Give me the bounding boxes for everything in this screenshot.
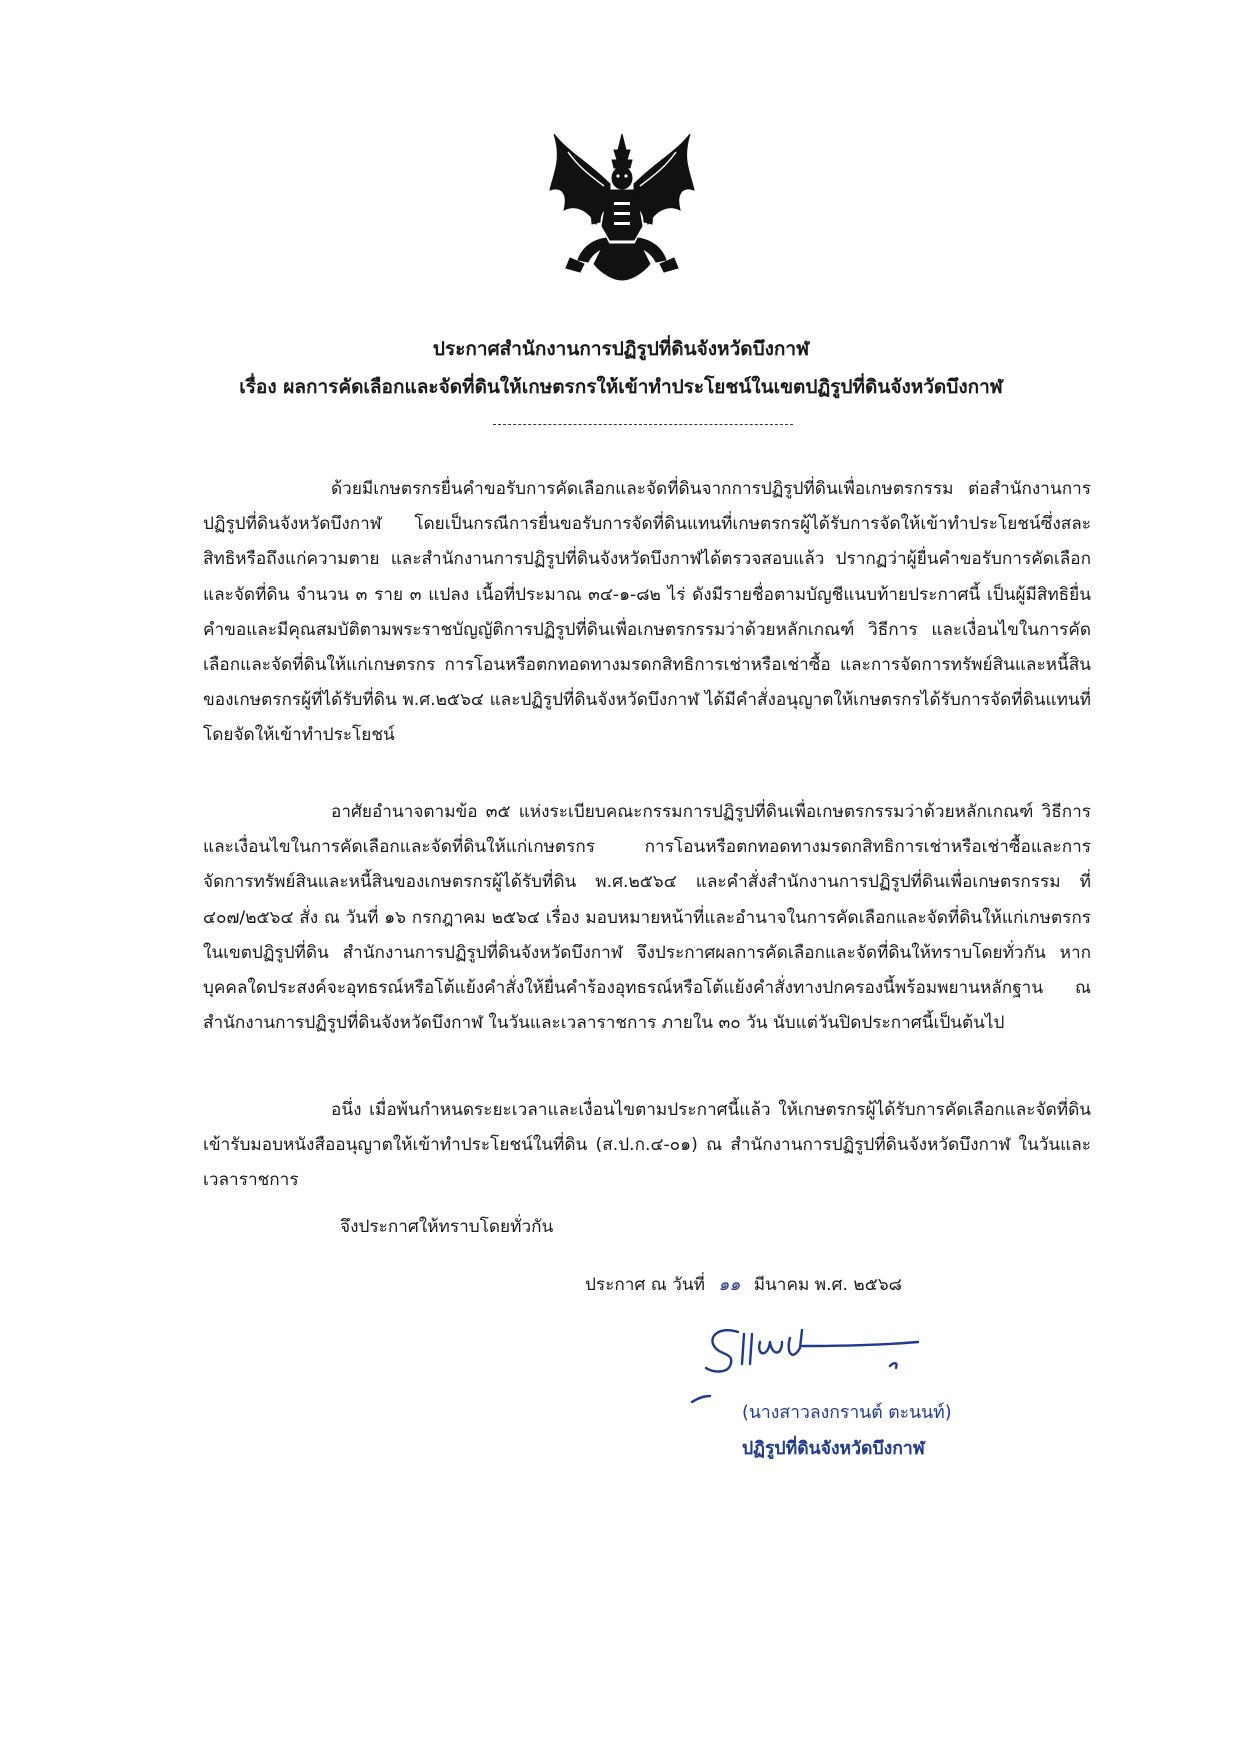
title-divider (493, 424, 793, 425)
announcement-date (585, 1270, 902, 1298)
date-day-handwritten: ๑๑ (718, 1275, 741, 1295)
body-paragraph-1: ด้วยมีเกษตรกรยื่นคำขอรับการคัดเลือกและจัดที่ดินจากการปฏิรูปที่ดินเพื่อเกษตรกรรม ต่อสำนักงานการปฏิรูปที่ดินจังหวัดบึงกาฬ โดยเป็นกรณีการยื่นขอรับการจัดที่ดินแทนที่เกษตรกรผู้ได้รับการจัดให้เข้าทำประโยชน์ซึ่งสละสิทธิหรือถึงแก่ความตาย และสำนักงานการปฏิรูปที่ดินจังหวัดบึงกาฬได้ตรวจสอบแล้ว ปรากฏว่าผู้ยื่นคำขอรับการคัดเลือกและจัดที่ดิน จำนวน ๓ ราย ๓ แปลง เนื้อที่ประมาณ ๓๔-๑-๘๒ ไร่ ดังมีรายชื่อตามบัญชีแนบท้ายประกาศนี้ เป็นผู้มีสิทธิยื่นคำขอและมีคุณสมบัติตามพระราชบัญญัติการปฏิรูปที่ดินเพื่อเกษตรกรรมว่าด้วยหลักเกณฑ์ วิธีการ และเงื่อนไขในการคัดเลือกและจัดที่ดินให้แก่เกษตรกร การโอนหรือตกทอดทางมรดกสิทธิการเช่าหรือเช่าซื้อ และการจัดการทรัพย์สินและหนี้สินของเกษตรกรผู้ที่ได้รับที่ดิน พ.ศ.๒๕๖๔ และปฏิรูปที่ดินจังหวัดบึงกาฬ ได้มีคำสั่งอนุญาตให้เกษตรกรได้รับการจัดที่ดินแทนที่โดยจัดให้เข้าทำประโยชน์ (203, 479, 1091, 746)
signatory-position: ปฏิรูปที่ดินจังหวัดบึงกาฬ (742, 1439, 925, 1459)
announcement-subject: เรื่อง ผลการคัดเลือกและจัดที่ดินให้เกษตรกรให้เข้าทำประโยชน์ในเขตปฏิรูปที่ดินจังหวัดบึงกาฬ (239, 376, 1003, 398)
body-paragraph-2: อาศัยอำนาจตามข้อ ๓๕ แห่งระเบียบคณะกรรมการปฏิรูปที่ดินเพื่อเกษตรกรรมว่าด้วยหลักเกณฑ์ วิธีการ และเงื่อนไขในการคัดเลือกและจัดที่ดินให้แก่เกษตรกร การโอนหรือตกทอดทางมรดกสิทธิการเช่าหรือเช่าซื้อและการจัดการทรัพย์สินและหนี้สินของเกษตรกรผู้ได้รับที่ดิน พ.ศ.๒๕๖๔ และคำสั่งสำนักงานการปฏิรูปที่ดินเพื่อเกษตรกรรม ที่ ๔๐๗/๒๕๖๔ สั่ง ณ วันที่ ๑๖ กรกฎาคม ๒๕๖๔ เรื่อง มอบหมายหน้าที่และอำนาจในการคัดเลือกและจัดที่ดินให้แก่เกษตรกรในเขตปฏิรูปที่ดิน สำนักงานการปฏิรูปที่ดินจังหวัดบึงกาฬ จึงประกาศผลการคัดเลือกและจัดที่ดินให้ทราบโดยทั่วกัน หากบุคคลใดประสงค์จะอุทธรณ์หรือโต้แย้งคำสั่งให้ยื่นคำร้องอุทธรณ์หรือโต้แย้งคำสั่งทางปกครองนี้พร้อมพยานหลักฐาน ณ สำนักงานการปฏิรูปที่ดินจังหวัดบึงกาฬ ในวันและเวลาราชการ ภายใน ๓๐ วัน นับแต่วันปิดประกาศนี้เป็นต้นไป (203, 802, 1091, 1034)
announcement-title: ประกาศสำนักงานการปฏิรูปที่ดินจังหวัดบึงกาฬ (432, 338, 810, 360)
signatory-name: (นางสาวลงกรานต์ ตะนนท์) (742, 1403, 952, 1423)
closing-line: จึงประกาศให้ทราบโดยทั่วกัน (340, 1217, 554, 1237)
date-prefix: ประกาศ ณ วันที่ (585, 1275, 705, 1295)
body-paragraph-3: อนึ่ง เมื่อพ้นกำหนดระยะเวลาและเงื่อนไขตามประกาศนี้แล้ว ให้เกษตรกรผู้ได้รับการคัดเลือกและจัดที่ดินเข้ารับมอบหนังสืออนุญาตให้เข้าทำประโยชน์ในที่ดิน (ส.ป.ก.๔-๐๑) ณ สำนักงานการปฏิรูปที่ดินจังหวัดบึงกาฬ ในวันและเวลาราชการ (203, 1100, 1091, 1191)
garuda-emblem-icon (548, 132, 696, 282)
handwritten-signature (690, 1312, 1030, 1412)
date-month-year: มีนาคม พ.ศ. ๒๕๖๘ (753, 1275, 902, 1295)
